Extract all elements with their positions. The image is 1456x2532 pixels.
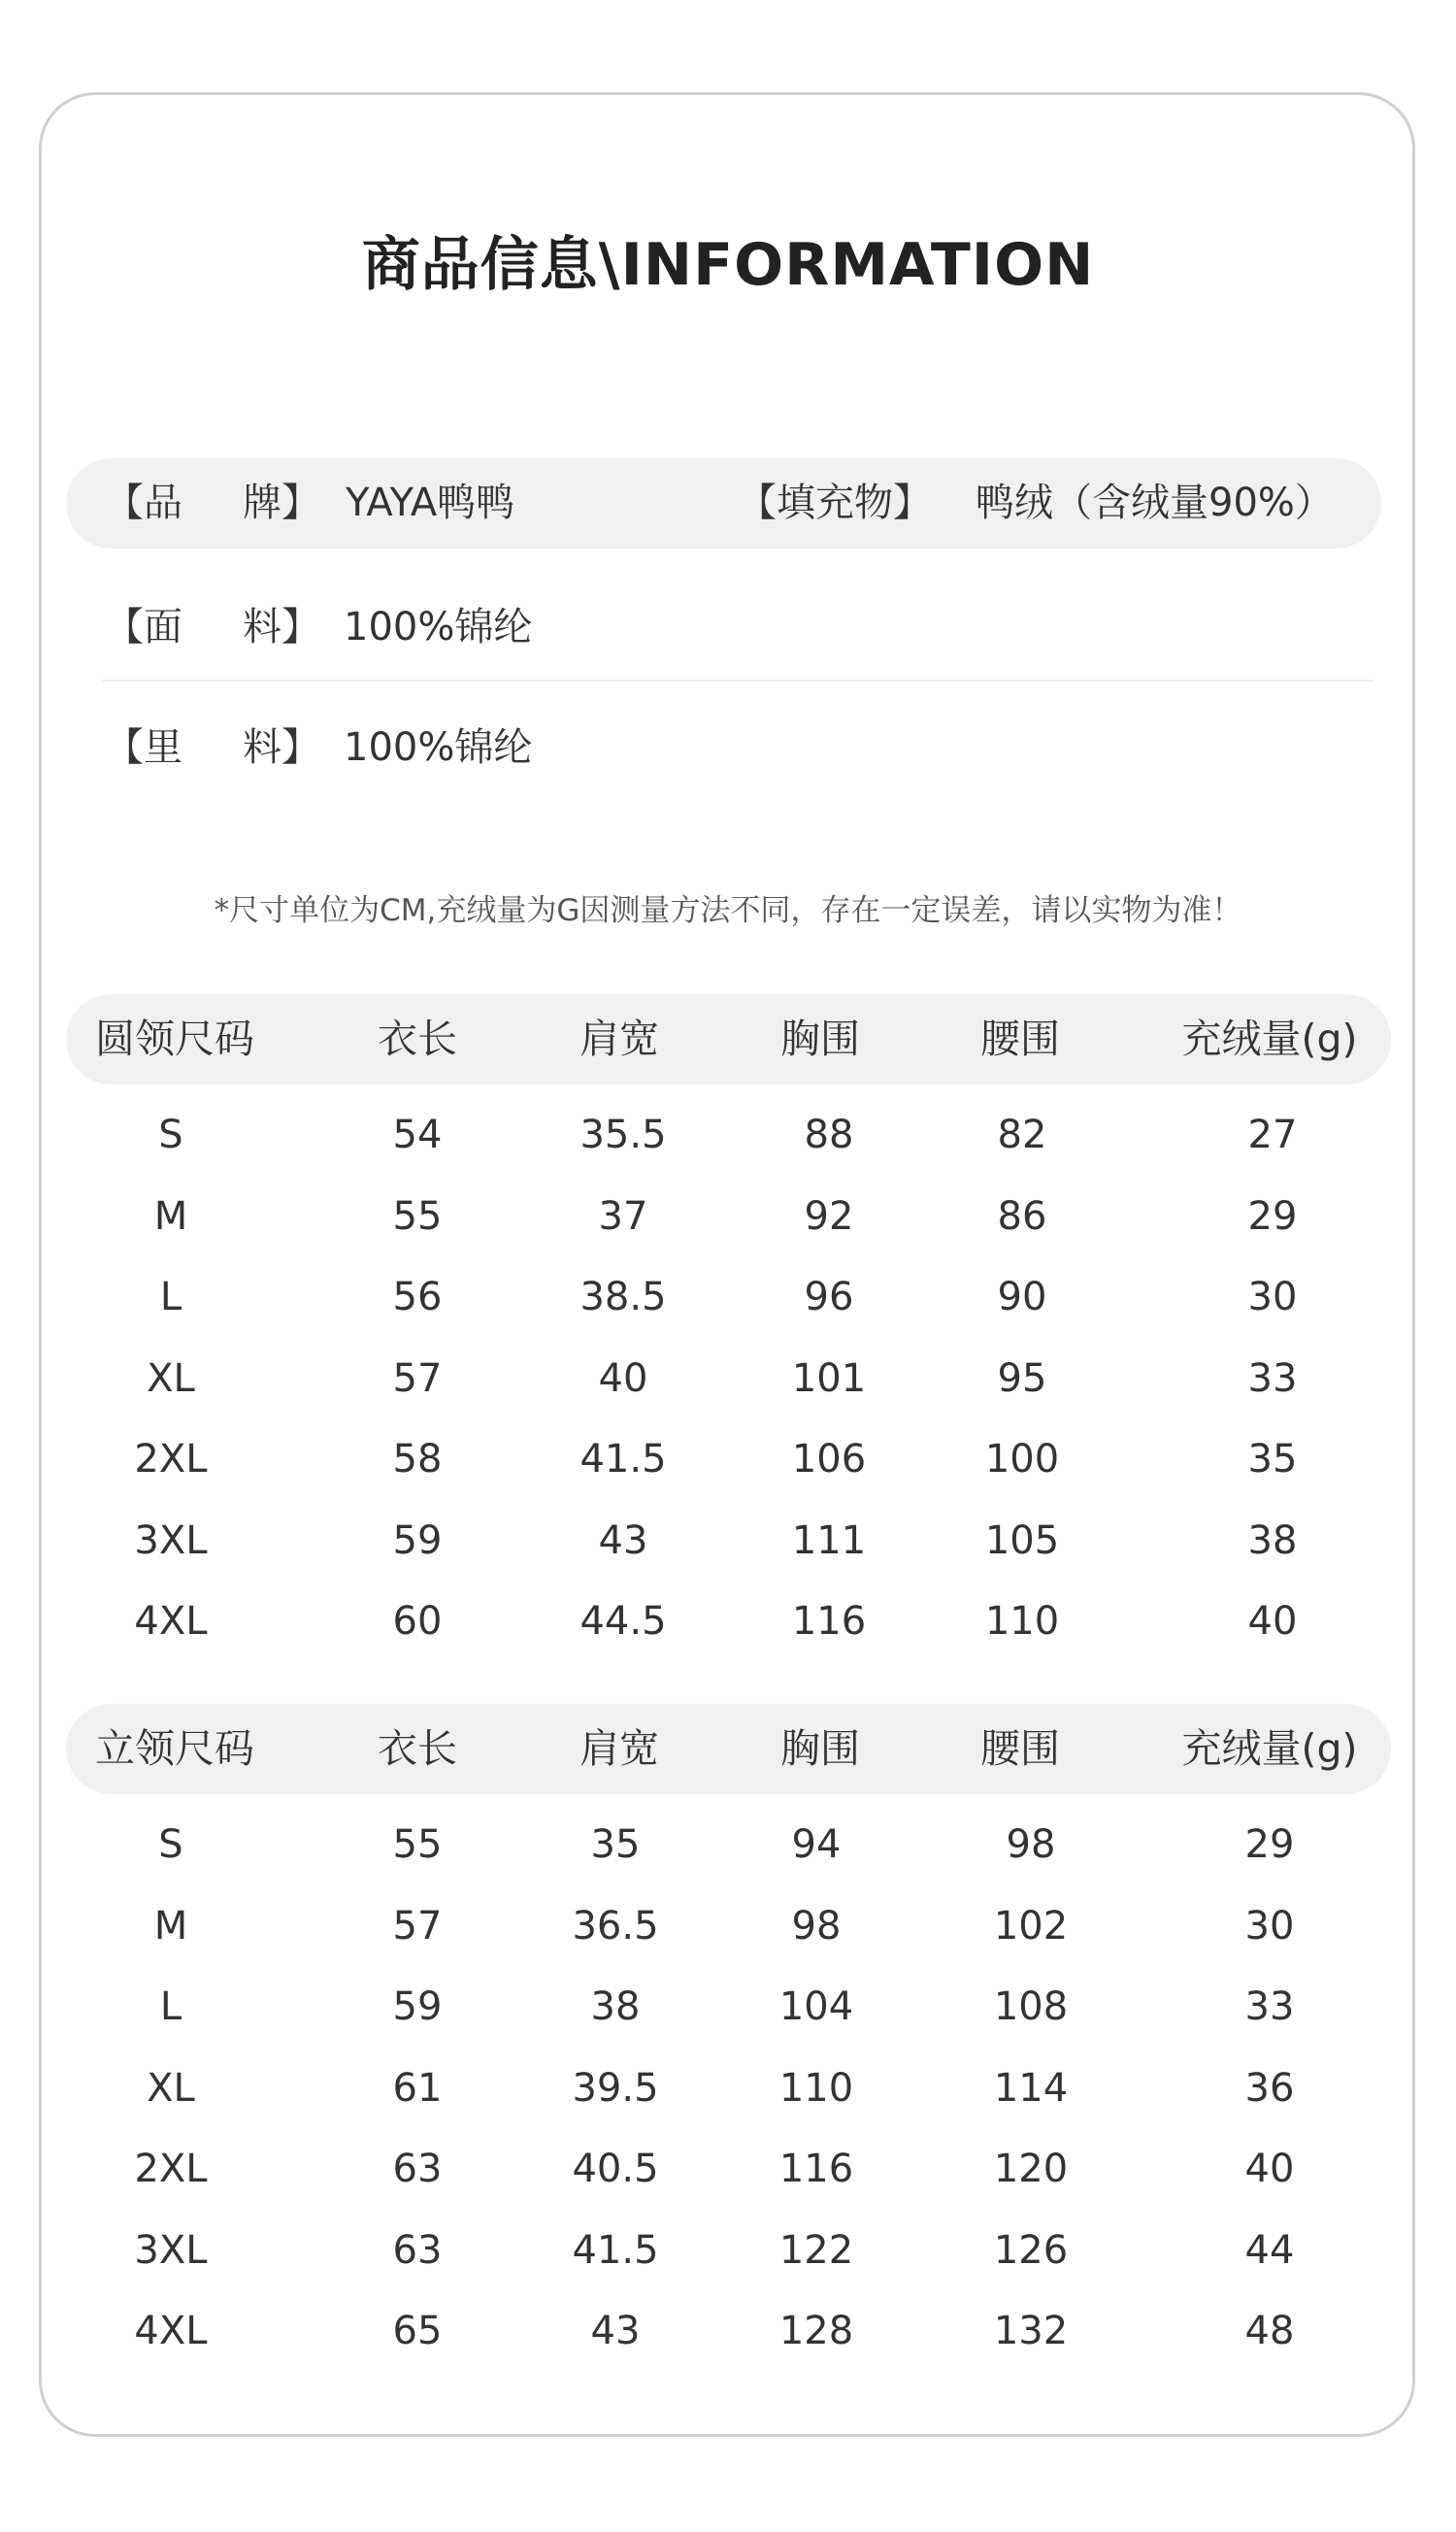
cell-waist: 110 — [984, 1599, 1060, 1644]
cell-length: 65 — [392, 2309, 443, 2353]
cell-waist: 90 — [997, 1275, 1047, 1319]
cell-shoulder: 44.5 — [579, 1599, 667, 1644]
info-card — [39, 92, 1415, 2437]
cell-shoulder: 38.5 — [579, 1275, 667, 1319]
header-length: 衣长 — [378, 1016, 457, 1062]
cell-waist: 82 — [997, 1113, 1047, 1157]
cell-size: L — [159, 1275, 182, 1319]
cell-down-fill: 38 — [1247, 1517, 1298, 1563]
lining-value: 100%锦纶 — [344, 725, 533, 770]
header-chest: 胸围 — [780, 1725, 860, 1772]
cell-chest: 104 — [778, 1984, 854, 2029]
cell-shoulder: 41.5 — [579, 1437, 667, 1482]
cell-size: 4XL — [134, 1599, 208, 1644]
cell-shoulder: 41.5 — [572, 2227, 659, 2273]
cell-down-fill: 29 — [1247, 1193, 1298, 1239]
cell-chest: 96 — [804, 1275, 854, 1319]
cell-length: 56 — [392, 1275, 443, 1319]
filling-value: 鸭绒（含绒量90%） — [976, 481, 1334, 525]
cell-shoulder: 43 — [590, 2309, 641, 2353]
cell-down-fill: 48 — [1244, 2309, 1295, 2353]
size-table-header — [66, 994, 1391, 1084]
cell-chest: 94 — [791, 1822, 842, 1867]
cell-size: L — [159, 1984, 182, 2029]
cell-size: XL — [147, 1355, 195, 1401]
header-shoulder: 肩宽 — [579, 1016, 659, 1062]
cell-chest: 111 — [791, 1517, 867, 1563]
header-down-fill: 充绒量(g) — [1181, 1016, 1358, 1062]
cell-waist: 108 — [993, 1984, 1069, 2029]
cell-waist: 114 — [993, 2065, 1069, 2111]
cell-chest: 88 — [804, 1113, 854, 1157]
cell-chest: 101 — [791, 1355, 867, 1401]
cell-shoulder: 38 — [590, 1984, 641, 2029]
cell-down-fill: 40 — [1247, 1599, 1298, 1644]
cell-waist: 132 — [993, 2309, 1069, 2353]
outer-label-open: 【面 — [105, 605, 182, 650]
cell-down-fill: 27 — [1247, 1113, 1298, 1157]
cell-length: 57 — [392, 1903, 443, 1949]
cell-length: 54 — [392, 1113, 443, 1157]
cell-length: 55 — [392, 1193, 443, 1239]
cell-shoulder: 40 — [598, 1355, 648, 1401]
cell-size: M — [153, 1193, 188, 1239]
cell-chest: 92 — [804, 1193, 854, 1239]
cell-down-fill: 33 — [1247, 1355, 1298, 1401]
cell-waist: 98 — [1006, 1822, 1056, 1867]
cell-size: M — [153, 1903, 188, 1949]
cell-shoulder: 39.5 — [572, 2065, 659, 2111]
cell-waist: 100 — [984, 1437, 1060, 1482]
cell-size: 2XL — [134, 1437, 208, 1482]
cell-waist: 86 — [997, 1193, 1047, 1239]
cell-down-fill: 44 — [1244, 2227, 1295, 2273]
cell-down-fill: 33 — [1244, 1984, 1295, 2029]
cell-length: 55 — [392, 1822, 443, 1867]
cell-length: 63 — [392, 2147, 443, 2191]
cell-waist: 120 — [993, 2147, 1069, 2191]
header-chest: 胸围 — [780, 1016, 860, 1062]
cell-shoulder: 43 — [598, 1517, 648, 1563]
cell-down-fill: 30 — [1247, 1275, 1298, 1319]
header-length: 衣长 — [378, 1725, 457, 1772]
cell-chest: 128 — [778, 2309, 854, 2353]
cell-size: S — [158, 1822, 183, 1867]
info-divider — [102, 680, 1373, 682]
cell-down-fill: 40 — [1244, 2147, 1295, 2191]
brand-label-close: 牌】 — [243, 481, 320, 525]
header-size: 圆领尺码 — [95, 1016, 254, 1062]
cell-down-fill: 36 — [1244, 2065, 1295, 2111]
cell-shoulder: 36.5 — [572, 1903, 659, 1949]
cell-shoulder: 40.5 — [572, 2147, 659, 2191]
cell-length: 60 — [392, 1599, 443, 1644]
lining-label-open: 【里 — [105, 725, 182, 770]
brand-value: YAYA鸭鸭 — [346, 481, 515, 525]
info-row-brand-filling — [66, 458, 1381, 549]
outer-value: 100%锦纶 — [344, 605, 533, 650]
header-shoulder: 肩宽 — [579, 1725, 659, 1772]
brand-label-open: 【品 — [105, 481, 182, 525]
info-row-lining — [66, 703, 1381, 793]
cell-waist: 126 — [993, 2227, 1069, 2273]
cell-size: 3XL — [134, 1517, 208, 1563]
size-table-header — [66, 1704, 1391, 1794]
cell-chest: 106 — [791, 1437, 867, 1482]
cell-waist: 95 — [997, 1355, 1047, 1401]
cell-chest: 122 — [778, 2227, 854, 2273]
cell-length: 63 — [392, 2227, 443, 2273]
cell-size: 2XL — [134, 2147, 208, 2191]
cell-shoulder: 35.5 — [579, 1113, 667, 1157]
cell-size: S — [158, 1113, 183, 1157]
page-title: 商品信息\INFORMATION — [361, 231, 1095, 299]
cell-down-fill: 30 — [1244, 1903, 1295, 1949]
info-row-outer — [66, 583, 1381, 673]
header-waist: 腰围 — [980, 1016, 1060, 1062]
cell-down-fill: 35 — [1247, 1437, 1298, 1482]
outer-label-close: 料】 — [243, 605, 320, 650]
cell-length: 57 — [392, 1355, 443, 1401]
cell-size: XL — [147, 2065, 195, 2111]
header-size: 立领尺码 — [95, 1725, 254, 1772]
measurement-note: *尺寸单位为CM,充绒量为G因测量方法不同，存在一定误差，请以实物为准！ — [214, 893, 1242, 928]
lining-label-close: 料】 — [243, 725, 320, 770]
cell-chest: 98 — [791, 1903, 842, 1949]
cell-shoulder: 37 — [598, 1193, 648, 1239]
cell-waist: 105 — [984, 1517, 1060, 1563]
header-down-fill: 充绒量(g) — [1181, 1725, 1358, 1772]
cell-length: 59 — [392, 1517, 443, 1563]
cell-length: 59 — [392, 1984, 443, 2029]
cell-length: 61 — [392, 2065, 443, 2111]
cell-waist: 102 — [993, 1903, 1069, 1949]
cell-size: 3XL — [134, 2227, 208, 2273]
cell-chest: 110 — [778, 2065, 854, 2111]
cell-length: 58 — [392, 1437, 443, 1482]
cell-chest: 116 — [791, 1599, 867, 1644]
cell-chest: 116 — [778, 2147, 854, 2191]
cell-down-fill: 29 — [1244, 1822, 1295, 1867]
cell-size: 4XL — [134, 2309, 208, 2353]
filling-label: 【填充物】 — [738, 481, 932, 525]
cell-shoulder: 35 — [590, 1822, 641, 1867]
header-waist: 腰围 — [980, 1725, 1060, 1772]
